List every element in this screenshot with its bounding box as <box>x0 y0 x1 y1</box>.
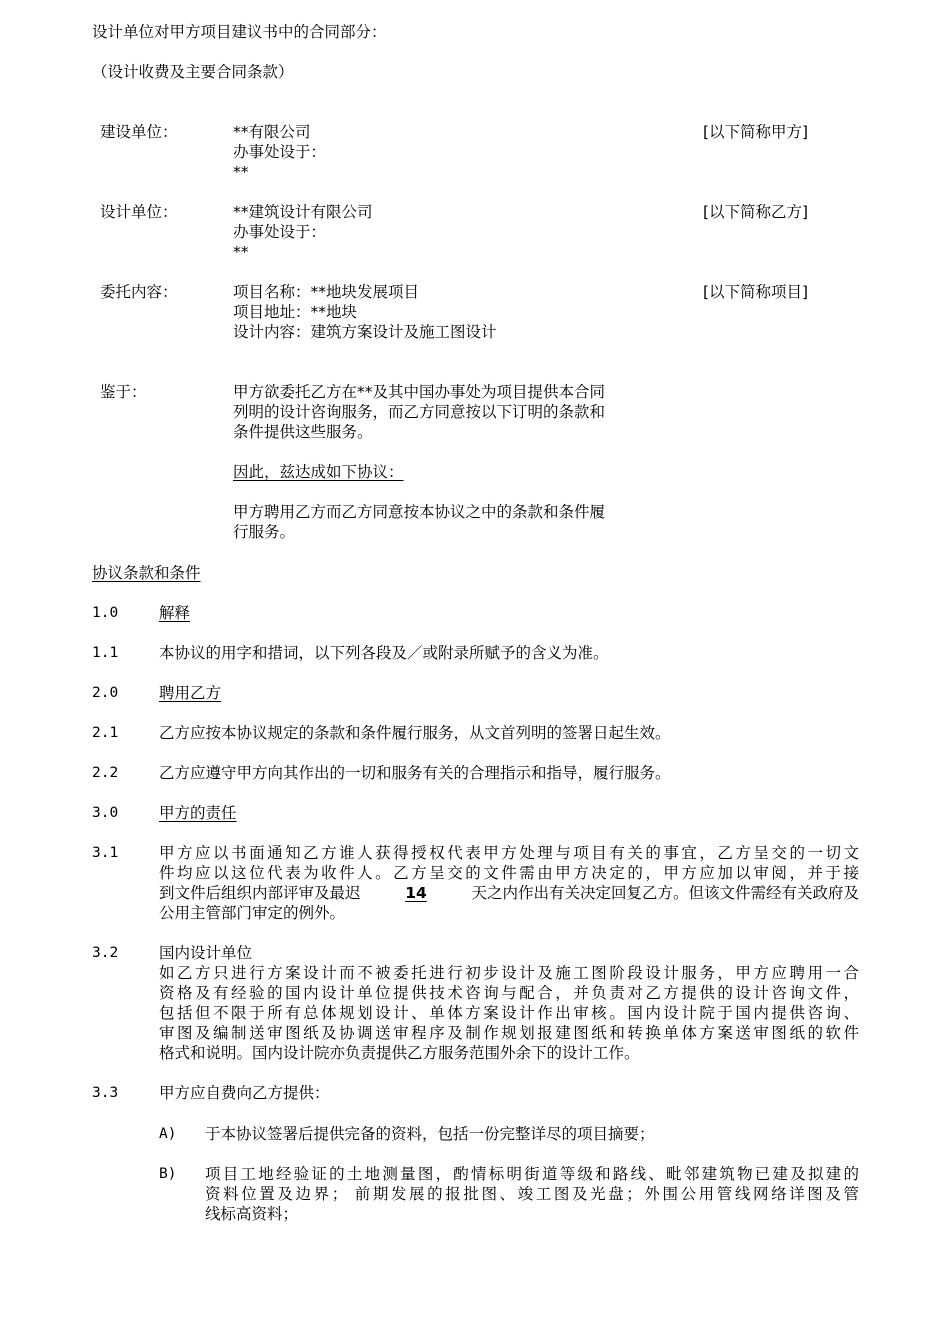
clause-text-line: 包括但不限于所有总体规划设计、单体方案设计作出审核。国内设计院于国内提供咨询、 <box>159 1004 859 1022</box>
clause-number: 2.1 <box>92 725 119 741</box>
clause-text-fragment: 到文件后组织内部评审及最迟 <box>159 884 361 902</box>
owner-office-label: 办事处设于： <box>233 143 327 161</box>
design-content: 设计内容：建筑方案设计及施工图设计 <box>233 323 497 341</box>
clause-number: 3.2 <box>92 945 119 961</box>
clause-number: 3.3 <box>92 1085 119 1101</box>
clause-number: 1.1 <box>92 645 119 661</box>
clause-number: 3.0 <box>92 805 119 821</box>
clause-text-line: 公用主管部门审定的例外。 <box>159 904 346 922</box>
list-item-text: 于本协议签署后提供完备的资料，包括一份完整详尽的项目摘要； <box>205 1125 655 1143</box>
clause-number: 2.2 <box>92 765 119 781</box>
clause-text: 本协议的用字和措词，以下列各段及／或附录所赋予的含义为准。 <box>159 644 609 662</box>
commission-label: 委托内容： <box>100 283 178 301</box>
owner-alias: [以下简称甲方] <box>703 123 809 141</box>
clause-text-line: 格式和说明。国内设计院亦负责提供乙方服务范围外余下的设计工作。 <box>159 1044 640 1062</box>
clause-number: 3.1 <box>92 845 119 861</box>
clause-text-line: 审图及编制送审图纸及协调送审程序及制作规划报建图纸和转换单体方案送审图纸的软件 <box>159 1024 859 1042</box>
list-marker: A) <box>159 1126 177 1142</box>
clause-heading: 甲方的责任 <box>159 804 237 822</box>
list-marker: B) <box>159 1166 177 1182</box>
owner-name: **有限公司 <box>233 123 311 141</box>
clause-text-line: 资格及有经验的国内设计单位提供技术咨询与配合，并负责对乙方提供的设计咨询文件， <box>159 984 859 1002</box>
clause-text-fragment: 天之内作出有关决定回复乙方。但该文件需经有关政府及 <box>471 884 859 902</box>
whereas-p2-line-2: 行服务。 <box>233 523 296 541</box>
list-item-text-line: 项目工地经验证的土地测量图，酌情标明街道等级和路线、毗邻建筑物已建及拟建的 <box>205 1165 859 1183</box>
clause-text-line: 如乙方只进行方案设计而不被委托进行初步设计及施工图阶段设计服务，甲方应聘用一合 <box>159 964 859 982</box>
clause-number: 1.0 <box>92 605 119 621</box>
designer-office: ** <box>233 243 249 261</box>
project-name: 项目名称：**地块发展项目 <box>233 283 420 301</box>
clause-text: 乙方应按本协议规定的条款和条件履行服务，从文首列明的签署日起生效。 <box>159 724 671 742</box>
clause-subheading: 国内设计单位 <box>159 944 253 962</box>
clause-text: 乙方应遵守甲方向其作出的一切和服务有关的合理指示和指导，履行服务。 <box>159 764 671 782</box>
designer-name: **建筑设计有限公司 <box>233 203 373 221</box>
clause-heading: 聘用乙方 <box>159 684 222 702</box>
list-item-text-line: 线标高资料； <box>205 1205 299 1223</box>
owner-label: 建设单位： <box>100 123 178 141</box>
designer-alias: [以下简称乙方] <box>703 203 809 221</box>
header-line-1: 设计单位对甲方项目建议书中的合同部分： <box>92 23 387 41</box>
project-address: 项目地址：**地块 <box>233 303 358 321</box>
whereas-p1-line-3: 条件提供这些服务。 <box>233 423 373 441</box>
clause-text-line: 甲方应以书面通知乙方谁人获得授权代表甲方处理与项目有关的事宜，乙方呈交的一切文 <box>159 844 859 862</box>
clause-heading: 解释 <box>159 604 191 622</box>
designer-label: 设计单位： <box>100 203 178 221</box>
clause-text-line: 件均应以这位代表为收件人。乙方呈交的文件需由甲方决定的，甲方应加以审阅，并于接 <box>159 864 859 882</box>
whereas-label: 鉴于： <box>100 383 147 401</box>
whereas-p1-line-2: 列明的设计咨询服务，而乙方同意按以下订明的条款和 <box>233 403 606 421</box>
therefore-heading: 因此，兹达成如下协议： <box>233 463 404 481</box>
whereas-p2-line-1: 甲方聘用乙方而乙方同意按本协议之中的条款和条件履 <box>233 503 606 521</box>
owner-office: ** <box>233 163 249 181</box>
clause-text: 甲方应自费向乙方提供： <box>159 1084 330 1102</box>
list-item-text-line: 资料位置及边界； 前期发展的报批图、竣工图及光盘；外围公用管线网络详图及管 <box>205 1185 859 1203</box>
terms-title: 协议条款和条件 <box>92 564 201 582</box>
commission-alias: [以下简称项目] <box>703 283 809 301</box>
clause-number: 2.0 <box>92 685 119 701</box>
days-value: 14 <box>405 884 427 902</box>
header-line-2: （设计收费及主要合同条款） <box>92 63 294 81</box>
clause-text-line <box>159 883 859 903</box>
designer-office-label: 办事处设于： <box>233 223 327 241</box>
whereas-p1-line-1: 甲方欲委托乙方在**及其中国办事处为项目提供本合同 <box>233 383 606 401</box>
